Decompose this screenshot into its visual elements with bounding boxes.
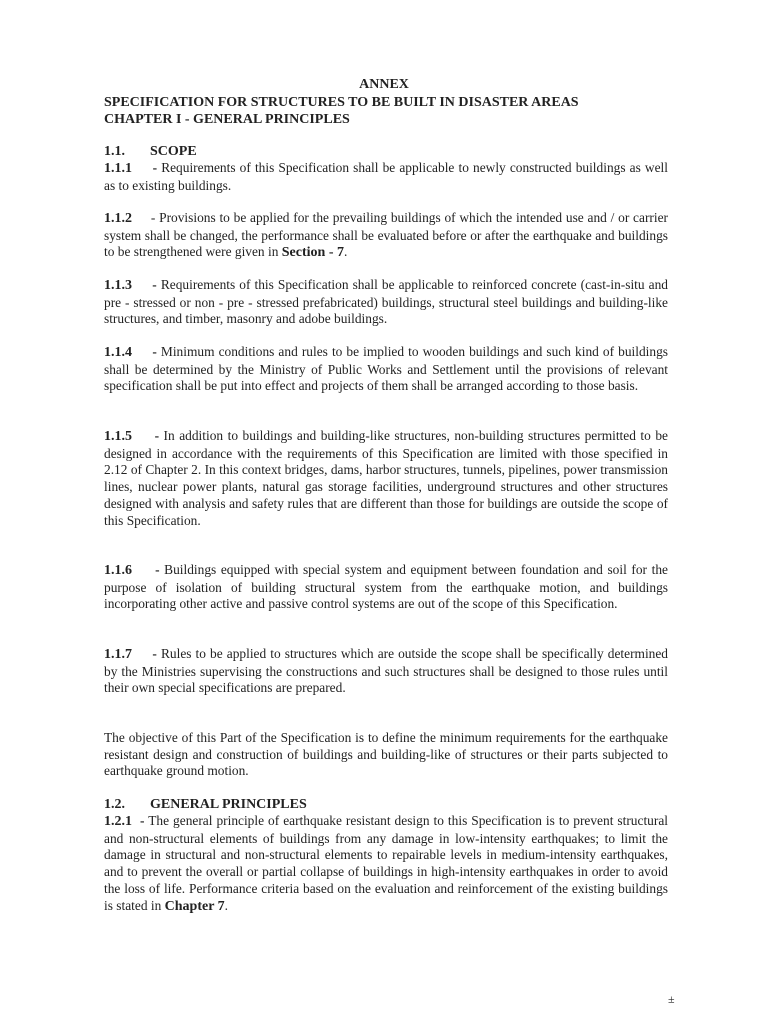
clause-dash: - bbox=[152, 344, 157, 359]
paragraph-1-1-7 bbox=[104, 646, 668, 697]
clause-dash: - bbox=[152, 646, 157, 661]
paragraph-1-1-2 bbox=[104, 210, 668, 262]
section-number: 1.1. bbox=[104, 144, 125, 159]
chapter-reference: Chapter 7 bbox=[164, 898, 225, 914]
clause-number: 1.1.6 bbox=[104, 563, 132, 578]
clause-text: Provisions to be applied for the prevailing buildings of which the intended use and / or carrier system shall be changed, the performance shall be evaluated before or after the earthquake and buildings to be strengthened were given in bbox=[104, 210, 668, 260]
section-heading-scope bbox=[104, 143, 197, 160]
clause-dash: - bbox=[152, 160, 158, 175]
section-title: GENERAL PRINCIPLES bbox=[150, 797, 307, 812]
clause-dash: - bbox=[150, 210, 156, 225]
clause-text: Requirements of this Specification shall be applicable to reinforced concrete (cast-in-situ and pre - stressed or non - pre - stressed prefabricated) buildings, structural steel buildings and building-like structures, and timber, masonry and adobe buildings. bbox=[104, 277, 668, 327]
chapter-title: CHAPTER I - GENERAL PRINCIPLES bbox=[104, 112, 350, 127]
clause-dash: - bbox=[155, 562, 160, 577]
clause-text: Requirements of this Specification shall be applicable to newly constructed buildings as well as to existing buildings. bbox=[104, 160, 668, 193]
section-heading-general-principles bbox=[104, 796, 307, 813]
paragraph-1-1-6 bbox=[104, 562, 668, 613]
clause-tail: . bbox=[343, 244, 348, 260]
clause-number: 1.1.7 bbox=[104, 647, 132, 662]
document-title: SPECIFICATION FOR STRUCTURES TO BE BUILT IN DISASTER AREAS bbox=[104, 95, 579, 110]
clause-text: Rules to be applied to structures which are outside the scope shall be specifically determined by the Ministries supervising the constructions and such structures shall be designed to those rules until their own special specifications are prepared. bbox=[104, 646, 668, 696]
clause-text: Buildings equipped with special system and equipment between foundation and soil for the purpose of isolation of building structural system from the earthquake motion, and buildings incorporating other active and passive control systems are out of the scope of this Specification. bbox=[104, 562, 668, 612]
section-reference: Section - 7 bbox=[281, 245, 344, 261]
clause-number: 1.1.1 bbox=[104, 161, 132, 176]
clause-tail: . bbox=[224, 897, 229, 913]
clause-text: In addition to buildings and building-like structures, non-building structures permitted to be designed in accordance with the requirements of this Specification are limited with those specified in 2.12 of Chapter 2. In this context bridges, dams, harbor structures, tunnels, pipelines, power transmission lines, nuclear power plants, natural gas storage facilities, underground structures and other structures designed with analysis and safety rules that are different than those for buildings are outside the scope of this Specification. bbox=[104, 428, 668, 528]
paragraph-1-2-1 bbox=[104, 813, 668, 915]
clause-number: 1.1.5 bbox=[104, 429, 132, 444]
clause-dash: - bbox=[154, 428, 160, 443]
paragraph-1-1-5 bbox=[104, 428, 668, 529]
clause-text: The general principle of earthquake resistant design to this Specification is to prevent structural and non-structural elements of buildings from any damage in low-intensity earthquakes; to limit the damage in structural and non-structural elements to repairable levels in medium-intensity earthquakes, and to prevent the overall or partial collapse of buildings in high-intensity earthquakes in order to avoid the loss of life. Performance criteria based on the evaluation and reinforcement of the existing buildings is stated in bbox=[104, 813, 668, 913]
clause-number: 1.1.2 bbox=[104, 211, 132, 226]
clause-dash: - bbox=[152, 277, 157, 292]
clause-number: 1.2.1 bbox=[104, 814, 132, 829]
clause-text: Minimum conditions and rules to be implied to wooden buildings and such kind of buildings shall be determined by the Ministry of Public Works and Settlement until the provisions of relevant specification shall be put into effect and projects of them shall be arranged according to those basis. bbox=[104, 344, 668, 394]
clause-dash: - bbox=[140, 813, 145, 828]
section-title: SCOPE bbox=[150, 144, 197, 159]
clause-number: 1.1.3 bbox=[104, 278, 132, 293]
objective-paragraph: The objective of this Part of the Specification is to define the minimum requirements for the earthquake resistant design and construction of buildings and building-like of structures or their parts subjected to earthquake ground motion. bbox=[104, 730, 668, 779]
paragraph-1-1-1 bbox=[104, 160, 668, 194]
paragraph-1-1-3 bbox=[104, 277, 668, 328]
clause-number: 1.1.4 bbox=[104, 345, 132, 360]
page-mark: ± bbox=[668, 992, 675, 1006]
paragraph-1-1-4 bbox=[104, 344, 668, 395]
section-number: 1.2. bbox=[104, 797, 125, 812]
annex-label: ANNEX bbox=[359, 77, 409, 92]
